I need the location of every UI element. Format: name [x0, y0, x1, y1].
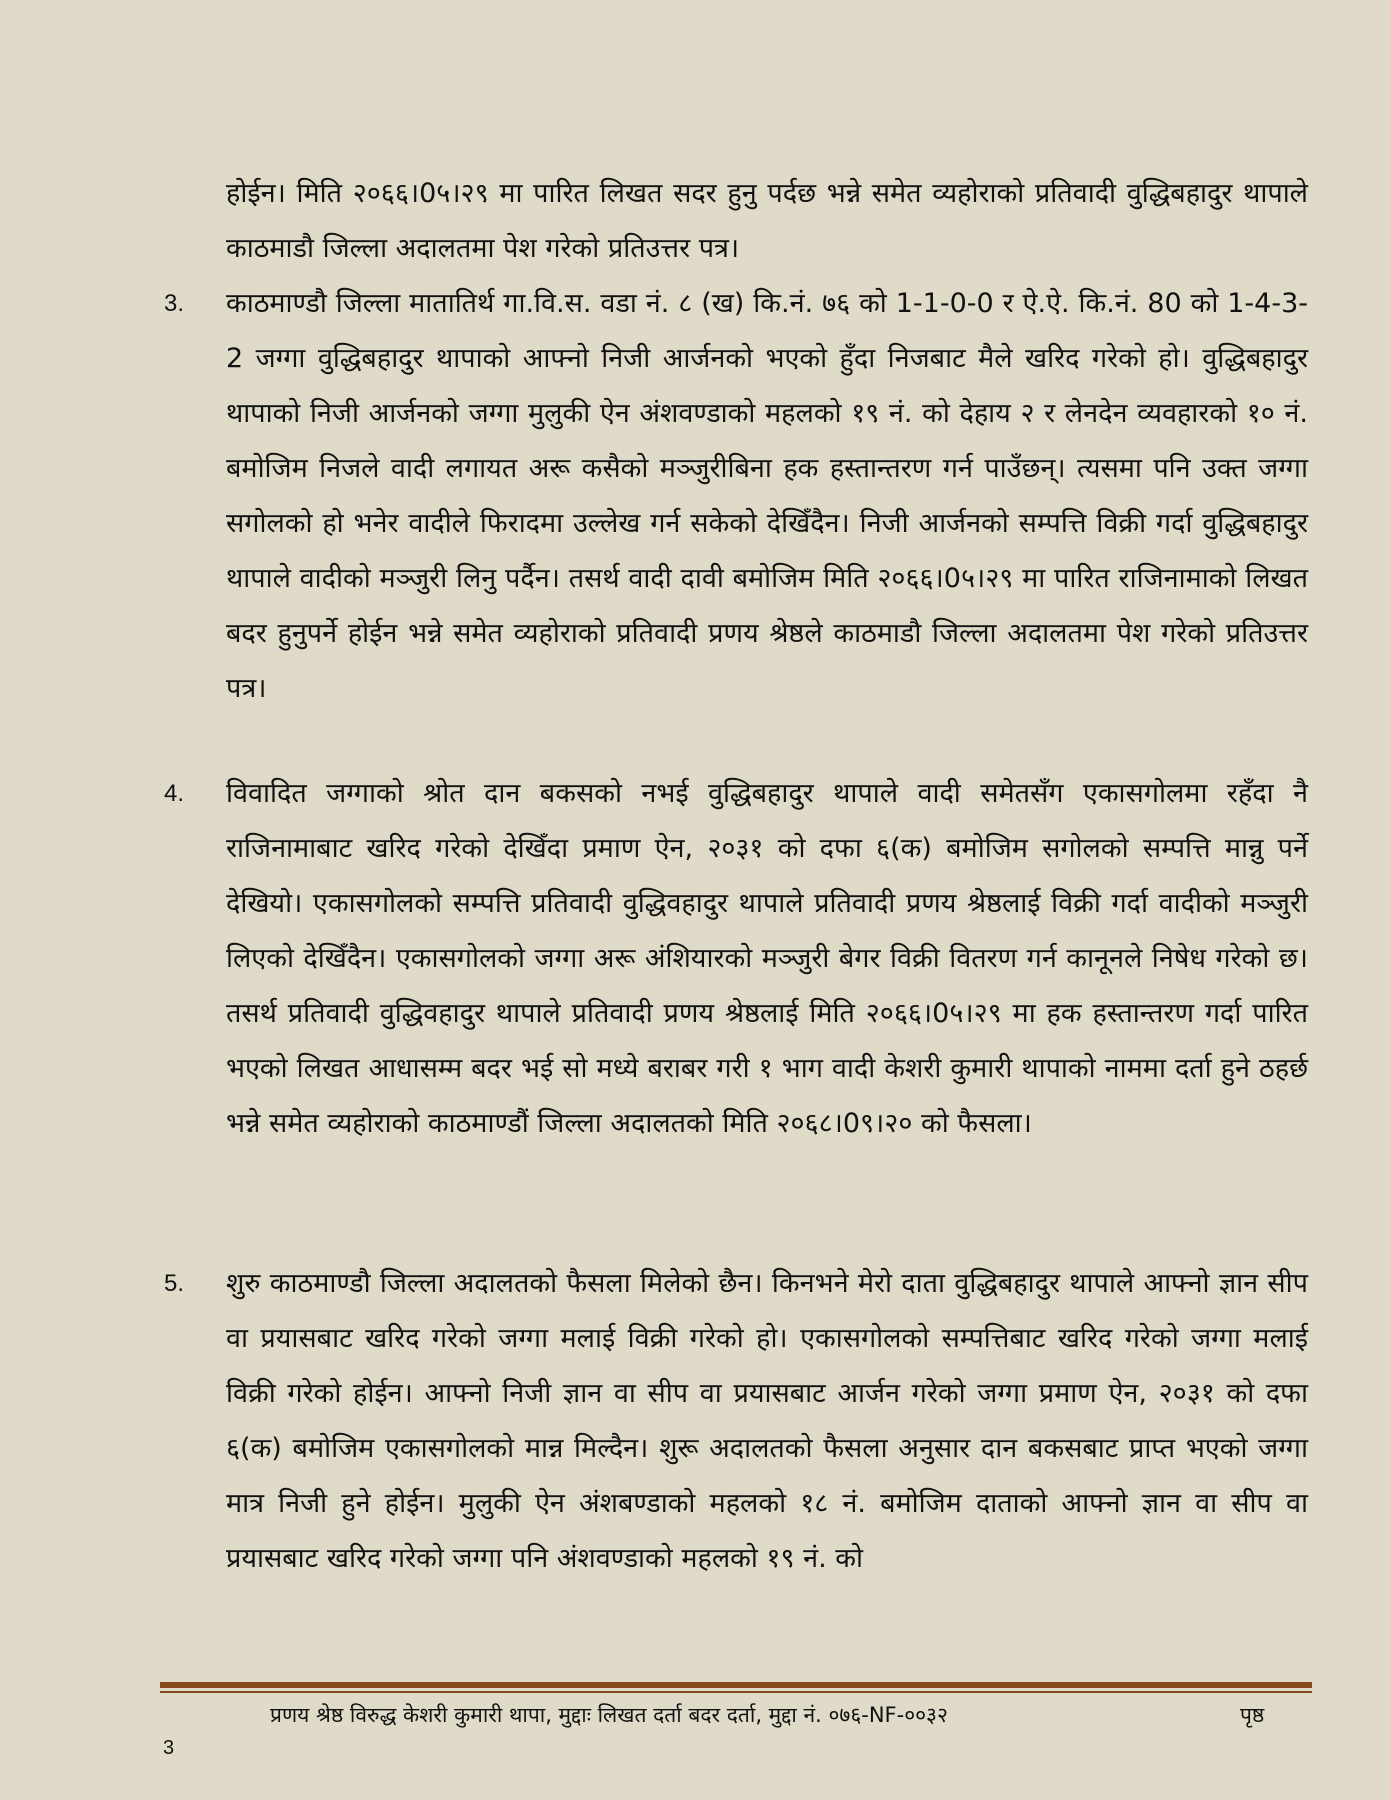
footer-rule-thick [160, 1682, 1312, 1688]
footer-page-number: 3 [163, 1737, 175, 1759]
item-number-4: 4. [164, 780, 185, 807]
footer-page-label: पृष्ठ [1240, 1703, 1265, 1727]
paragraph-continuation: होईन। मिति २०६६।0५।२९ मा पारित लिखत सदर हुनु पर्दछ भन्ने समेत व्यहोराको प्रतिवादी वुद्धिबहादुर थापाले काठमाडौ जिल्ला अदालतमा पेश गरेको प्रतिउत्तर पत्र। [226, 178, 1308, 264]
paragraph-item-5: शुरु काठमाण्डौ जिल्ला अदालतको फैसला मिलेको छैन। किनभने मेरो दाता वुद्धिबहादुर थापाले आफ्नो ज्ञान सीप वा प्रयासबाट खरिद गरेको जग्गा मलाई विक्री गरेको हो। एकासगोलको सम्पत्तिबाट खरिद गरेको जग्गा मलाई विक्री गरेको होईन। आफ्नो निजी ज्ञान वा सीप वा प्रयासबाट आर्जन गरेको जग्गा प्रमाण ऐन, २०३१ को दफा ६(क) बमोजिम एकासगोलको मान्न मिल्दैन। शुरू अदालतको फैसला अनुसार दान बकसबाट प्राप्त भएको जग्गा मात्र निजी हुने होईन। मुलुकी ऐन अंशबण्डाको महलको १८ नं. बमोजिम दाताको आफ्नो ज्ञान वा सीप वा प्रयासबाट खरिद गरेको जग्गा पनि अंशवण्डाको महलको १९ नं. को [226, 1268, 1308, 1574]
item-number-5: 5. [164, 1270, 185, 1297]
footer-case-line: प्रणय श्रेष्ठ विरुद्ध केशरी कुमारी थापा, मुद्दाः लिखत दर्ता बदर दर्ता, मुद्दा नं. ०७६-NF-००३२ [270, 1703, 948, 1727]
footer-rule-thin [160, 1691, 1312, 1693]
paragraph-item-3: काठमाण्डौ जिल्ला मातातिर्थ गा.वि.स. वडा नं. ८ (ख) कि.नं. ७६ को 1-1-0-0 र ऐ.ऐ. कि.नं. 80 को 1-4-3-2 जग्गा वुद्धिबहादुर थापाको आफ्नो निजी आर्जनको भएको हुँदा निजबाट मैले खरिद गरेको हो। वुद्धिबहादुर थापाको निजी आर्जनको जग्गा मुलुकी ऐन अंशवण्डाको महलको १९ नं. को देहाय २ र लेनदेन व्यवहारको १० नं. बमोजिम निजले वादी लगायत अरू कसैको मञ्जुरीबिना हक हस्तान्तरण गर्न पाउँछन्। त्यसमा पनि उक्त जग्गा सगोलको हो भनेर वादीले फिरादमा उल्लेख गर्न सकेको देखिँदैन। निजी आर्जनको सम्पत्ति विक्री गर्दा वुद्धिबहादुर थापाले वादीको मञ्जुरी लिनु पर्दैन। तसर्थ वादी दावी बमोजिम मिति २०६६।0५।२९ मा पारित राजिनामाको लिखत बदर हुनुपर्ने होईन भन्ने समेत व्यहोराको प्रतिवादी प्रणय श्रेष्ठले काठमाडौ जिल्ला अदालतमा पेश गरेको प्रतिउत्तर पत्र। [226, 288, 1308, 704]
item-number-3: 3. [164, 290, 185, 317]
paragraph-item-4: विवादित जग्गाको श्रोत दान बकसको नभई वुद्धिबहादुर थापाले वादी समेतसँग एकासगोलमा रहँदा नै राजिनामाबाट खरिद गरेको देखिँदा प्रमाण ऐन, २०३१ को दफा ६(क) बमोजिम सगोलको सम्पत्ति मान्नु पर्ने देखियो। एकासगोलको सम्पत्ति प्रतिवादी वुद्धिवहादुर थापाले प्रतिवादी प्रणय श्रेष्ठलाई विक्री गर्दा वादीको मञ्जुरी लिएको देखिँदैन। एकासगोलको जग्गा अरू अंशियारको मञ्जुरी बेगर विक्री वितरण गर्न कानूनले निषेध गरेको छ। तसर्थ प्रतिवादी वुद्धिवहादुर थापाले प्रतिवादी प्रणय श्रेष्ठलाई मिति २०६६।0५।२९ मा हक हस्तान्तरण गर्दा पारित भएको लिखत आधासम्म बदर भई सो मध्ये बराबर गरी १ भाग वादी केशरी कुमारी थापाको नाममा दर्ता हुने ठहर्छ भन्ने समेत व्यहोराको काठमाण्डौं जिल्ला अदालतको मिति २०६८।0९।२० को फैसला। [226, 778, 1308, 1139]
